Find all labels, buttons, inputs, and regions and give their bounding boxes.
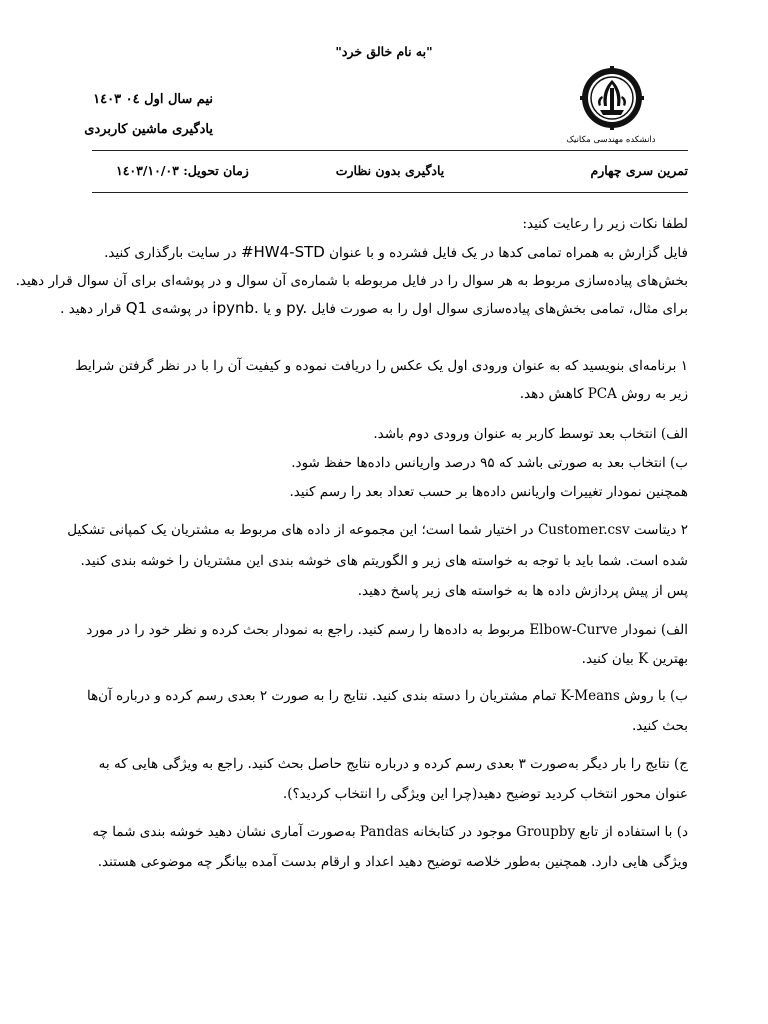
q2-part-a-line-1: الف) نمودار Elbow-Curve مربوط به داده‌ها را رسم کنید. راجع به نمودار بحث کرده و نظر خود را در مورد: [86, 622, 688, 638]
notes-line-3-ipynb: ipynb.: [212, 299, 259, 317]
q2-part-c-line-2: عنوان محور انتخاب کردید توضیح دهید(چرا این ویژگی را انتخاب کردید؟).: [282, 786, 688, 802]
assignment-title: تمرین سری چهارم: [590, 163, 688, 178]
q1-part-a: الف) انتخاب بعد توسط کاربر به عنوان ورودی دوم باشد.: [373, 426, 688, 442]
q2-line-1: ۲ دیتاست Customer.csv در اختیار شما است؛ این مجموعه از داده های مربوط به مشتریان یک کمپانی تشکیل: [67, 522, 688, 538]
term-label: نیم سال اول ۰٤ ۱٤۰۳: [93, 92, 213, 107]
notes-line-3-c: قرار دهید .: [60, 301, 122, 317]
due-date: زمان تحویل: ۱٤۰۳/۱۰/۰۳: [116, 163, 249, 178]
notes-line-1-a: فایل گزارش به همراه تمامی کدها در یک فایل فشرده و با عنوان: [329, 245, 688, 261]
notes-line-3-b: در پوشه‌ی: [151, 301, 209, 317]
assignment-topic: یادگیری بدون نظارت: [335, 163, 445, 178]
faculty-caption: دانشکده مهندسی مکانیک: [566, 135, 656, 145]
notes-line-3-mid: و یا: [263, 301, 282, 317]
q1-line-2: زیر به روش PCA کاهش دهد.: [519, 386, 688, 402]
q2-part-a-line-2: بهترین K بیان کنید.: [581, 651, 688, 667]
q1-part-c: همچنین نمودار تغییرات واریانس داده‌ها بر حسب تعداد بعد را رسم کنید.: [289, 484, 688, 500]
header-divider-bottom: [92, 192, 688, 193]
q2-part-c-line-1: ج) نتایج را بار دیگر به‌صورت ۳ بعدی رسم کرده و درباره نتایج حاصل بحث کنید. راجع به ویژگی هایی که به: [98, 756, 688, 772]
notes-line-1-code: #HW4-STD: [240, 243, 325, 261]
bismillah-heading: "به نام خالق خرد": [335, 44, 433, 59]
q2-part-b-line-1: ب) با روش K-Means تمام مشتریان را دسته بندی کنید. نتایج را به صورت ۲ بعدی رسم کرده و درباره آن‌ها: [86, 688, 688, 704]
q2-line-2: شده است. شما باید با توجه به خواسته های زیر و الگوریتم های خوشه بندی این مشتریان را خوشه بندی کنید.: [80, 553, 688, 569]
q1-part-b: ب) انتخاب بعد به صورتی باشد که ۹۵ درصد واریانس داده‌ها حفظ شود.: [291, 455, 688, 471]
notes-line-3-q1: Q1: [125, 299, 148, 317]
q2-line-3: پس از پیش پردازش داده ها به خواسته های زیر پاسخ دهید.: [357, 583, 688, 599]
notes-line-2: بخش‌های پیاده‌سازی مربوط به هر سوال را در فایل مربوطه با شماره‌ی آن سوال و در پوشه‌ای برای آن سوال قرار دهید.: [15, 273, 688, 289]
q2-part-d-line-1: د) با استفاده از تابع Groupby موجود در کتابخانه Pandas به‌صورت آماری نشان دهید خوشه بندی شما چه: [92, 824, 688, 840]
notes-line-3-a: برای مثال، تمامی بخش‌های پیاده‌سازی سوال اول را به صورت فایل: [311, 301, 688, 317]
university-emblem-icon: [580, 66, 644, 130]
notes-line-3-py: py.: [286, 299, 308, 317]
q2-part-b-line-2: بحث کنید.: [632, 718, 688, 734]
course-title: یادگیری ماشین کاربردی: [84, 122, 213, 137]
notes-line-3: [60, 299, 688, 317]
notes-intro: لطفا نکات زیر را رعایت کنید:: [522, 216, 688, 232]
notes-line-1: [68, 245, 688, 261]
header-divider-top: [92, 150, 688, 151]
notes-line-1-b: در سایت بارگذاری کنید.: [104, 245, 237, 261]
q2-part-d-line-2: ویژگی هایی دارد. همچنین به‌طور خلاصه توضیح دهید اعداد و ارقام بدست آمده بیانگر چه موضوعی هستند.: [97, 854, 688, 870]
q1-line-1: ۱ برنامه‌ای بنویسید که به عنوان ورودی اول یک عکس را دریافت نموده و کیفیت آن را با در نظر گرفتن شرایط: [75, 358, 688, 374]
